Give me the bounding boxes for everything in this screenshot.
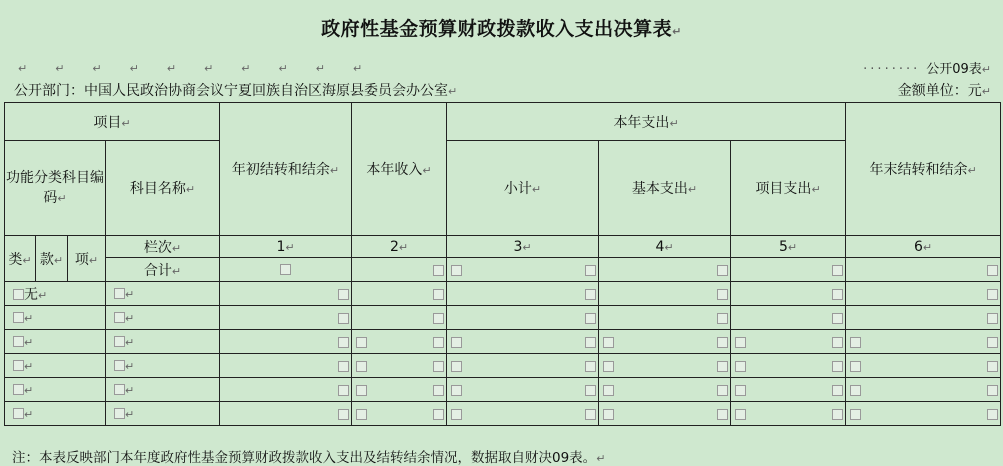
- paragraph-marks: ↵↵↵↵↵↵↵↵↵↵: [18, 62, 391, 75]
- amount-cell: [846, 378, 1001, 402]
- amount-cell: [220, 330, 352, 354]
- amount-cell: [352, 306, 447, 330]
- total-row: [5, 258, 1001, 282]
- header-xiang: 项↵: [68, 236, 106, 282]
- total-cell: [220, 258, 352, 282]
- amount-cell: [599, 402, 731, 426]
- amount-cell: [731, 330, 846, 354]
- subject-name-cell: ↵: [106, 282, 220, 306]
- amount-cell: [447, 378, 599, 402]
- amount-cell: [352, 402, 447, 426]
- amount-cell: [220, 378, 352, 402]
- amount-cell: [447, 282, 599, 306]
- header-project-exp: 项目支出↵: [731, 141, 846, 236]
- amount-cell: [846, 330, 1001, 354]
- header-opening: 年初结转和结余↵: [220, 103, 352, 236]
- amount-cell: [731, 378, 846, 402]
- subject-name-cell: ↵: [106, 330, 220, 354]
- amount-cell: [220, 282, 352, 306]
- header-expense: 本年支出↵: [447, 103, 846, 141]
- lanci-row: [5, 236, 1001, 258]
- total-cell: [846, 258, 1001, 282]
- department-line: 公开部门：中国人民政治协商会议宁夏回族自治区海原县委员会办公室↵: [14, 83, 458, 99]
- amount-cell: [447, 354, 599, 378]
- func-code-cell: ↵: [5, 330, 106, 354]
- subject-name-cell: ↵: [106, 402, 220, 426]
- budget-table: [4, 102, 1001, 426]
- footnote: 注：本表反映部门本年度政府性基金预算财政拨款收入支出及结转结余情况，数据取自财决09表。↵: [12, 450, 606, 466]
- header-closing: 年末结转和结余↵: [846, 103, 1001, 236]
- total-cell: [731, 258, 846, 282]
- subject-name-cell: ↵: [106, 306, 220, 330]
- func-code-cell: ↵: [5, 354, 106, 378]
- header-lei: 类↵: [5, 236, 36, 282]
- total-label: 合计↵: [106, 258, 220, 282]
- total-cell: [352, 258, 447, 282]
- header-income: 本年收入↵: [352, 103, 447, 236]
- table-row: [5, 354, 1001, 378]
- amount-cell: [599, 354, 731, 378]
- data-rows: [5, 282, 1001, 426]
- amount-cell: [599, 306, 731, 330]
- amount-cell: [220, 354, 352, 378]
- amount-cell: [846, 354, 1001, 378]
- header-row-1: [5, 103, 1001, 141]
- amount-cell: [846, 282, 1001, 306]
- header-subtotal: 小计↵: [447, 141, 599, 236]
- amount-cell: [599, 282, 731, 306]
- amount-cell: [447, 306, 599, 330]
- unit-line: 金额单位：元↵: [897, 83, 991, 99]
- col-number: 5↵: [731, 236, 846, 258]
- table-row: [5, 402, 1001, 426]
- total-cell: [447, 258, 599, 282]
- amount-cell: [352, 282, 447, 306]
- page-title: 政府性基金预算财政拨款收入支出决算表↵: [321, 18, 682, 40]
- amount-cell: [731, 354, 846, 378]
- func-code-cell: ↵: [5, 378, 106, 402]
- header-basic: 基本支出↵: [599, 141, 731, 236]
- col-number: 1↵: [220, 236, 352, 258]
- leader-dots: ········: [863, 62, 921, 77]
- amount-cell: [599, 378, 731, 402]
- col-number: 6↵: [846, 236, 1001, 258]
- amount-cell: [447, 330, 599, 354]
- amount-cell: [447, 402, 599, 426]
- header-subject-name: 科目名称↵: [106, 141, 220, 236]
- col-number: 4↵: [599, 236, 731, 258]
- amount-cell: [731, 402, 846, 426]
- lanci-label: 栏次↵: [106, 236, 220, 258]
- func-code-cell: ↵: [5, 306, 106, 330]
- amount-cell: [352, 330, 447, 354]
- subject-name-cell: ↵: [106, 354, 220, 378]
- amount-cell: [846, 306, 1001, 330]
- total-cell: [599, 258, 731, 282]
- col-number: 2↵: [352, 236, 447, 258]
- header-kuan: 款↵: [36, 236, 68, 282]
- table-row: [5, 306, 1001, 330]
- amount-cell: [599, 330, 731, 354]
- amount-cell: [220, 306, 352, 330]
- table-row: [5, 330, 1001, 354]
- amount-cell: [352, 354, 447, 378]
- func-code-cell: 无↵: [5, 282, 106, 306]
- subject-name-cell: ↵: [106, 378, 220, 402]
- header-project: 项目↵: [5, 103, 220, 141]
- col-number: 3↵: [447, 236, 599, 258]
- func-code-cell: ↵: [5, 402, 106, 426]
- amount-cell: [352, 378, 447, 402]
- amount-cell: [846, 402, 1001, 426]
- document-number: ········ 公开09表↵: [863, 62, 991, 77]
- header-func-code: 功能分类科目编码↵: [5, 141, 106, 236]
- table-row: [5, 378, 1001, 402]
- amount-cell: [731, 306, 846, 330]
- amount-cell: [220, 402, 352, 426]
- table-row: [5, 282, 1001, 306]
- amount-cell: [731, 282, 846, 306]
